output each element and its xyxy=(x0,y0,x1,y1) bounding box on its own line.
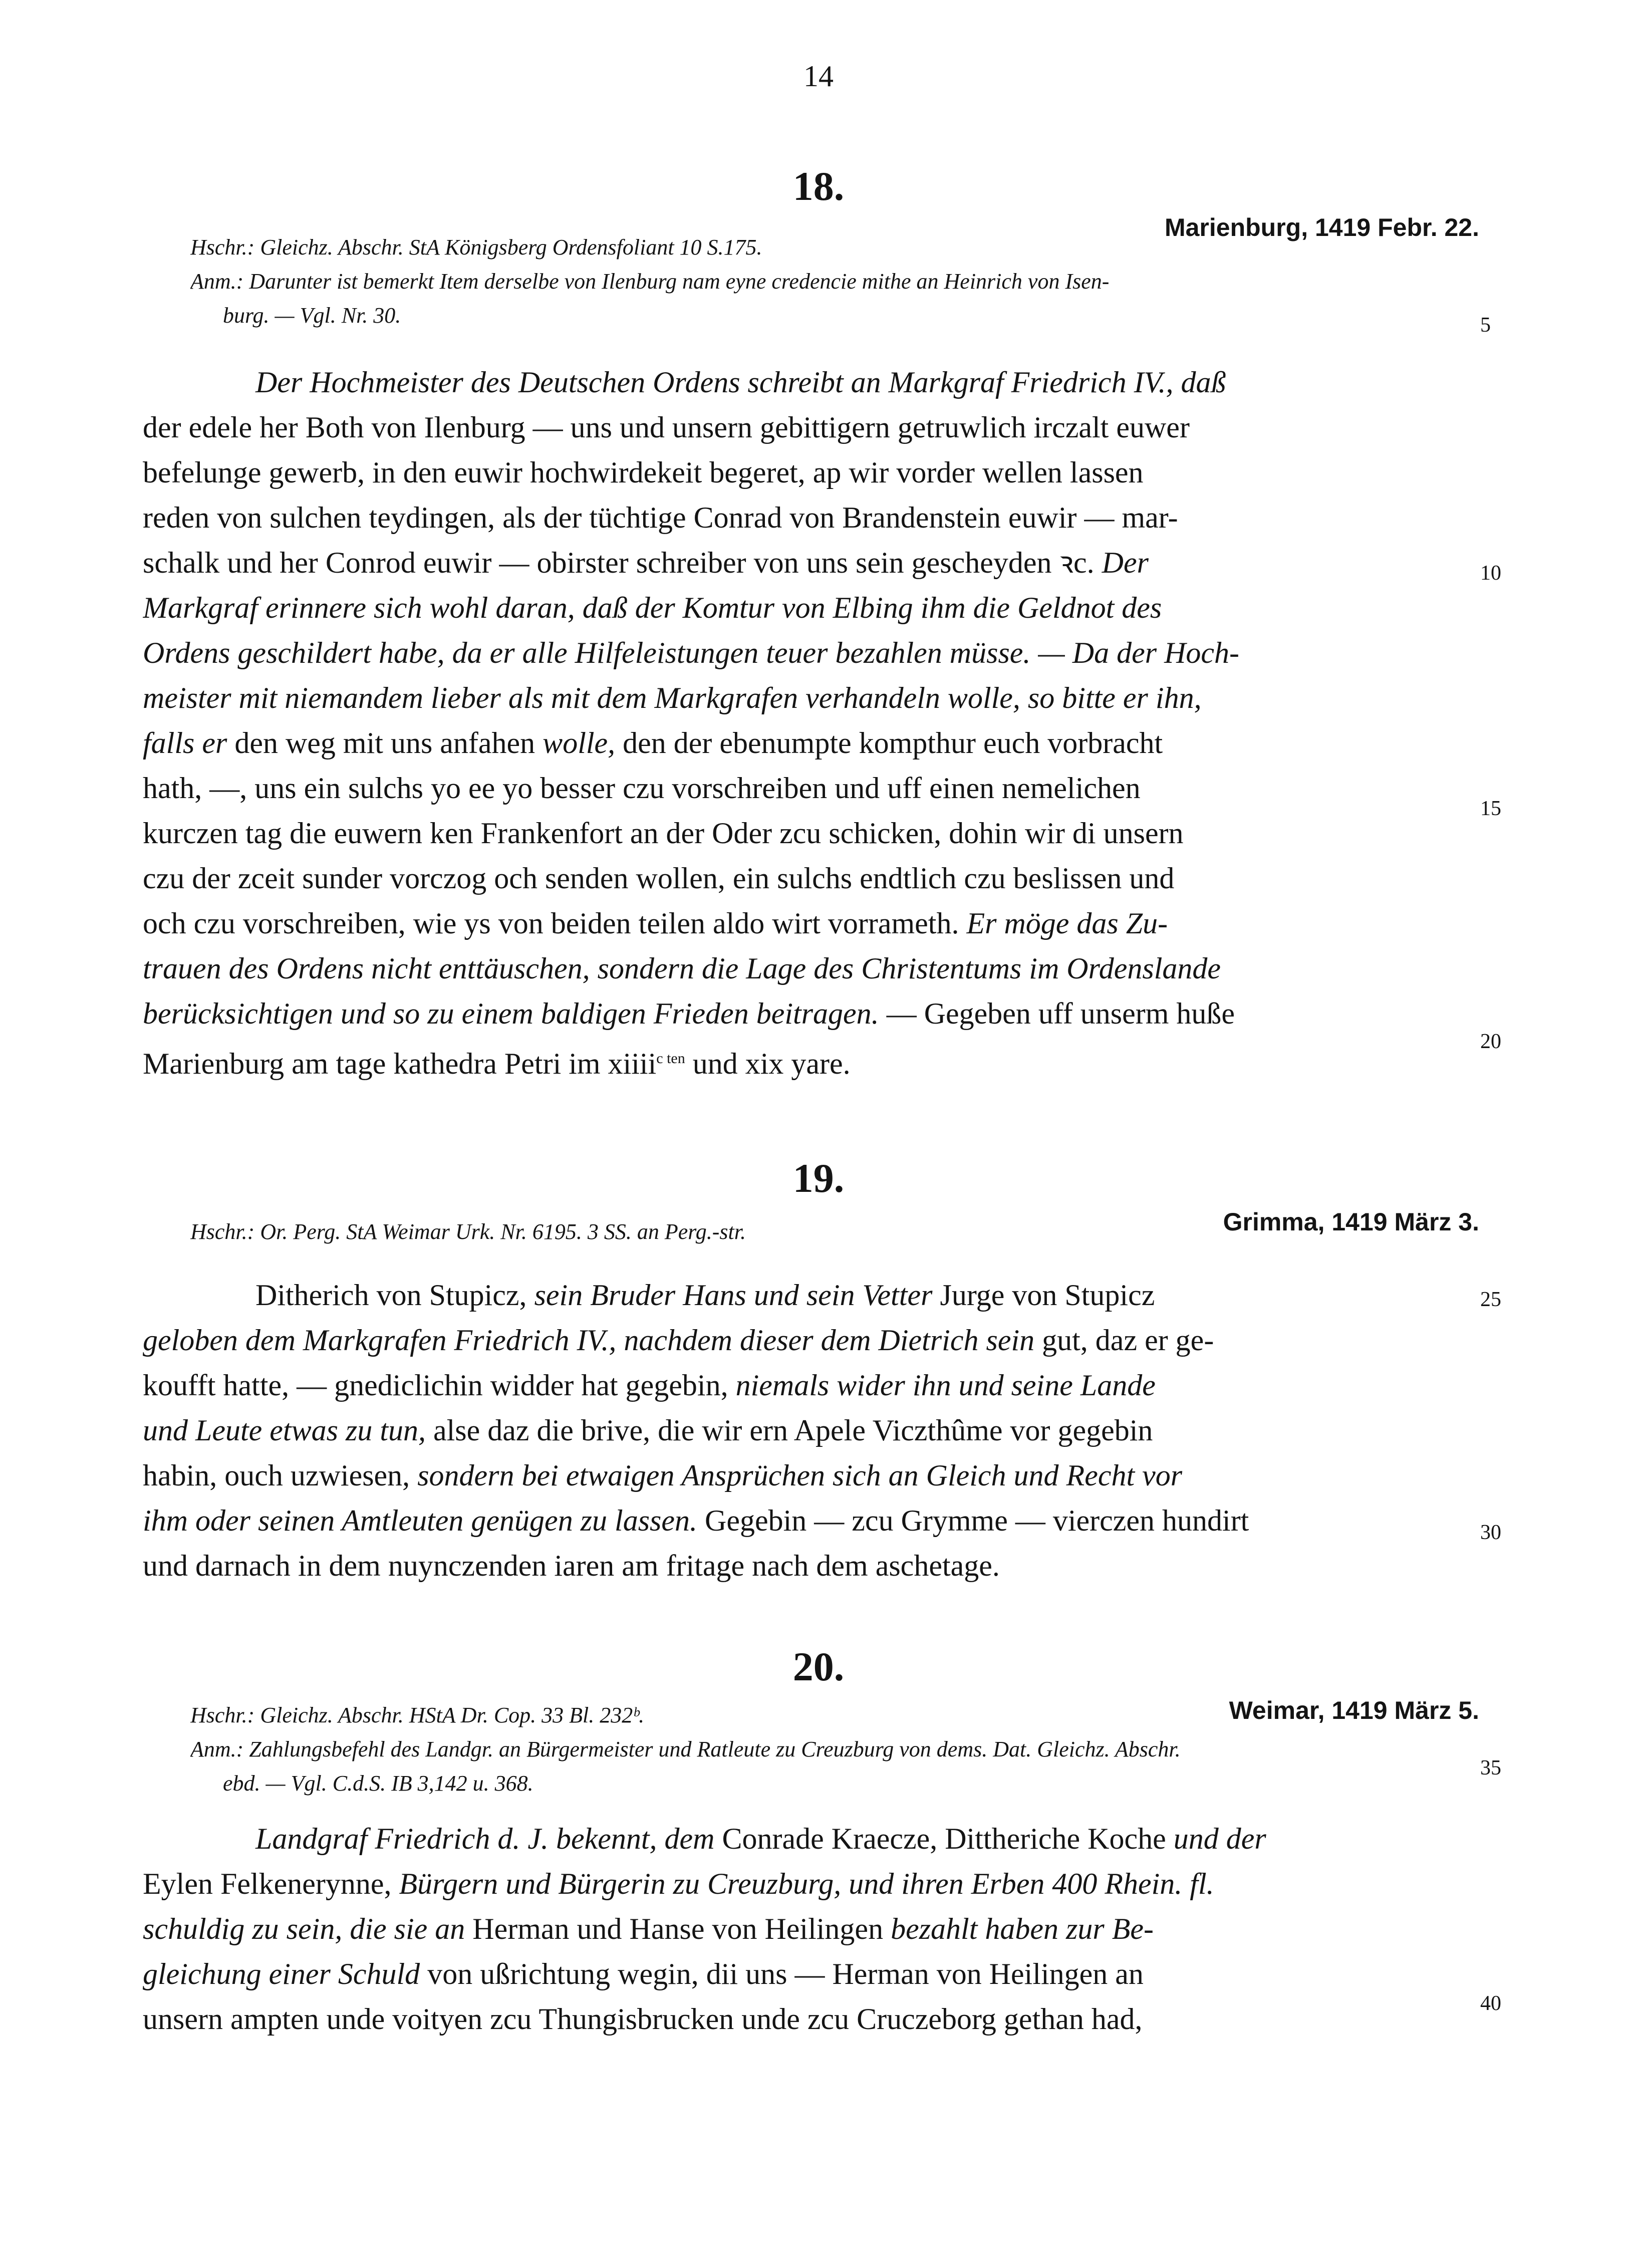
page-number: 14 xyxy=(803,60,834,93)
italic-summary-text: sondern bei etwaigen Ansprüchen sich an Gleich und Recht vor xyxy=(417,1459,1183,1492)
source-text: Conrade Kraecze, Dittheriche Koche xyxy=(722,1822,1174,1855)
text-line xyxy=(143,540,1473,585)
italic-summary-text: Markgraf erinnere sich wohl daran, daß der Komtur von Elbing ihm die Geldnot des xyxy=(143,591,1162,624)
text-line xyxy=(143,1408,1473,1453)
italic-summary-text: ihm oder seinen Amtleuten genügen zu lassen. xyxy=(143,1504,705,1537)
text-line xyxy=(143,1816,1473,1861)
source-text: hath, —, uns ein sulchs yo ee yo besser czu vorschreiben und uff einen nemelichen xyxy=(143,772,1141,805)
text-line xyxy=(143,1951,1473,1996)
source-text: Marienburg am tage kathedra Petri im xiiii xyxy=(143,1047,657,1080)
text-line xyxy=(143,1861,1473,1906)
text-line xyxy=(143,675,1473,720)
source-text: Jurge von Stupicz xyxy=(940,1279,1155,1312)
margin-line-number: 10 xyxy=(1480,562,1501,585)
italic-summary-text: niemals wider ihn und seine Lande xyxy=(735,1369,1156,1402)
text-line xyxy=(143,1363,1473,1408)
source-text: schalk und her Conrod euwir — obirster schreiber von uns sein gescheyden ꝛc. xyxy=(143,546,1102,579)
source-line: Hschr.: Gleichz. Abschr. HStA Dr. Cop. 33 Bl. 232ᵇ. xyxy=(190,1703,645,1727)
place-date: Grimma, 1419 März 3. xyxy=(1223,1208,1479,1236)
source-text: czu der zceit sunder vorczog och senden wollen, ein sulchs endtlich czu beslissen und xyxy=(143,862,1175,895)
italic-summary-text: Der xyxy=(1102,546,1149,579)
margin-line-number: 5 xyxy=(1480,314,1491,337)
source-text: Herman und Hanse von Heilingen xyxy=(472,1912,891,1945)
text-line xyxy=(143,811,1473,856)
text-line xyxy=(143,991,1473,1036)
source-text: koufft hatte, — gnediclichin widder hat gegebin, xyxy=(143,1369,736,1402)
text-line xyxy=(143,1453,1473,1498)
text-line xyxy=(143,1036,1473,1081)
text-line xyxy=(143,901,1473,946)
document-number: 18. xyxy=(792,163,845,209)
document-number: 20. xyxy=(792,1644,845,1689)
italic-summary-text: Der Hochmeister des Deutschen Ordens schreibt an Markgraf Friedrich IV., daß xyxy=(255,366,1226,399)
text-line xyxy=(143,1498,1473,1543)
source-line: Hschr.: Gleichz. Abschr. StA Königsberg Ordensfoliant 10 S.175. xyxy=(190,235,762,260)
source-text: und xix yare. xyxy=(685,1047,851,1080)
source-line: ebd. — Vgl. C.d.S. IB 3,142 u. 368. xyxy=(223,1771,533,1796)
text-line xyxy=(143,360,1473,405)
document-text xyxy=(143,1816,1473,2042)
source-text: befelunge gewerb, in den euwir hochwirdekeit begeret, ap wir vorder wellen lassen xyxy=(143,456,1144,489)
text-line xyxy=(143,1996,1473,2042)
source-text: Eylen Felkenerynne, xyxy=(143,1867,399,1900)
source-text: und darnach in dem nuynczenden iaren am fritage nach dem aschetage. xyxy=(143,1549,1000,1582)
italic-summary-text: schuldig zu sein, die sie an xyxy=(143,1912,473,1945)
italic-summary-text: sein Bruder Hans und sein Vetter xyxy=(534,1279,940,1312)
text-line xyxy=(143,1906,1473,1951)
text-line xyxy=(143,1543,1473,1588)
source-text: von ußrichtung wegin, dii uns — Herman von Heilingen an xyxy=(427,1957,1144,1990)
text-line xyxy=(143,450,1473,495)
margin-line-number: 30 xyxy=(1480,1521,1501,1544)
source-line: Anm.: Darunter ist bemerkt Item derselbe von Ilenburg nam eyne credencie mithe an Heinrich von Isen- xyxy=(190,269,1110,294)
source-text: Ditherich von Stupicz, xyxy=(255,1279,534,1312)
source-text: reden von sulchen teydingen, als der tüchtige Conrad von Brandenstein euwir — mar- xyxy=(143,501,1178,534)
text-line xyxy=(143,630,1473,675)
italic-summary-text: Bürgern und Bürgerin zu Creuzburg, und ihren Erben 400 Rhein. fl. xyxy=(399,1867,1214,1900)
source-text: c ten xyxy=(656,1050,685,1067)
text-line xyxy=(143,946,1473,991)
source-text: unsern ampten unde voityen zcu Thungisbrucken unde zcu Cruczeborg gethan had, xyxy=(143,2002,1143,2036)
place-date: Marienburg, 1419 Febr. 22. xyxy=(1164,213,1479,241)
source-text: alse daz die brive, die wir ern Apele Viczthûme vor gegebin xyxy=(433,1414,1153,1447)
text-line xyxy=(143,720,1473,766)
document-text xyxy=(143,1273,1473,1588)
italic-summary-text: falls er xyxy=(143,726,235,760)
source-note xyxy=(190,1215,1473,1249)
source-note xyxy=(190,1698,1473,1801)
margin-line-number: 35 xyxy=(1480,1756,1501,1780)
place-date: Weimar, 1419 März 5. xyxy=(1229,1696,1479,1724)
source-text: gut, daz er ge- xyxy=(1042,1324,1214,1357)
italic-summary-text: bezahlt haben zur Be- xyxy=(891,1912,1154,1945)
source-text: Gegebin — zcu Grymme — vierczen hundirt xyxy=(705,1504,1249,1537)
document-text xyxy=(143,360,1473,1081)
source-text: kurczen tag die euwern ken Frankenfort an der Oder zcu schicken, dohin wir di unsern xyxy=(143,817,1184,850)
margin-line-number: 20 xyxy=(1480,1030,1501,1053)
italic-summary-text: und Leute etwas zu tun, xyxy=(143,1414,433,1447)
italic-summary-text: geloben dem Markgrafen Friedrich IV., nachdem dieser dem Dietrich sein xyxy=(143,1324,1042,1357)
italic-summary-text: und der xyxy=(1173,1822,1266,1855)
italic-summary-text: meister mit niemandem lieber als mit dem Markgrafen verhandeln wolle, so bitte er ihn, xyxy=(143,681,1202,714)
italic-summary-text: gleichung einer Schuld xyxy=(143,1957,428,1990)
source-text: och czu vorschreiben, wie ys von beiden teilen aldo wirt vorrameth. xyxy=(143,907,967,940)
italic-summary-text: Ordens geschildert habe, da er alle Hilfeleistungen teuer bezahlen müsse. — Da der Hoch- xyxy=(143,636,1240,669)
margin-line-number: 40 xyxy=(1480,1992,1501,2015)
text-line xyxy=(143,856,1473,901)
source-text: habin, ouch uzwiesen, xyxy=(143,1459,418,1492)
text-line xyxy=(143,1318,1473,1363)
source-text: — Gegeben uff unserm huße xyxy=(886,997,1235,1030)
italic-summary-text: berücksichtigen und so zu einem baldigen Frieden beitragen. xyxy=(143,997,887,1030)
italic-summary-text: trauen des Ordens nicht enttäuschen, sondern die Lage des Christentums im Ordenslande xyxy=(143,952,1221,985)
text-line xyxy=(143,585,1473,630)
text-line xyxy=(143,405,1473,450)
source-line: Hschr.: Or. Perg. StA Weimar Urk. Nr. 6195. 3 SS. an Perg.-str. xyxy=(190,1219,746,1244)
source-text: der edele her Both von Ilenburg — uns und unsern gebittigern getruwlich irczalt euwer xyxy=(143,411,1190,444)
source-text: den weg mit uns anfahen xyxy=(234,726,543,760)
document-number: 19. xyxy=(792,1155,845,1201)
source-line: Anm.: Zahlungsbefehl des Landgr. an Bürgermeister und Ratleute zu Creuzburg von dems. Dat. Gleichz. Abschr. xyxy=(190,1737,1181,1761)
source-note xyxy=(190,230,1473,333)
italic-summary-text: wolle, xyxy=(542,726,623,760)
italic-summary-text: Landgraf Friedrich d. J. bekennt, dem xyxy=(255,1822,722,1855)
source-text: den der ebenumpte kompthur euch vorbracht xyxy=(623,726,1163,760)
margin-line-number: 25 xyxy=(1480,1288,1501,1311)
margin-line-number: 15 xyxy=(1480,797,1501,820)
text-line xyxy=(143,1273,1473,1318)
text-line xyxy=(143,766,1473,811)
source-line: burg. — Vgl. Nr. 30. xyxy=(223,303,401,328)
text-line xyxy=(143,495,1473,540)
italic-summary-text: Er möge das Zu- xyxy=(966,907,1168,940)
